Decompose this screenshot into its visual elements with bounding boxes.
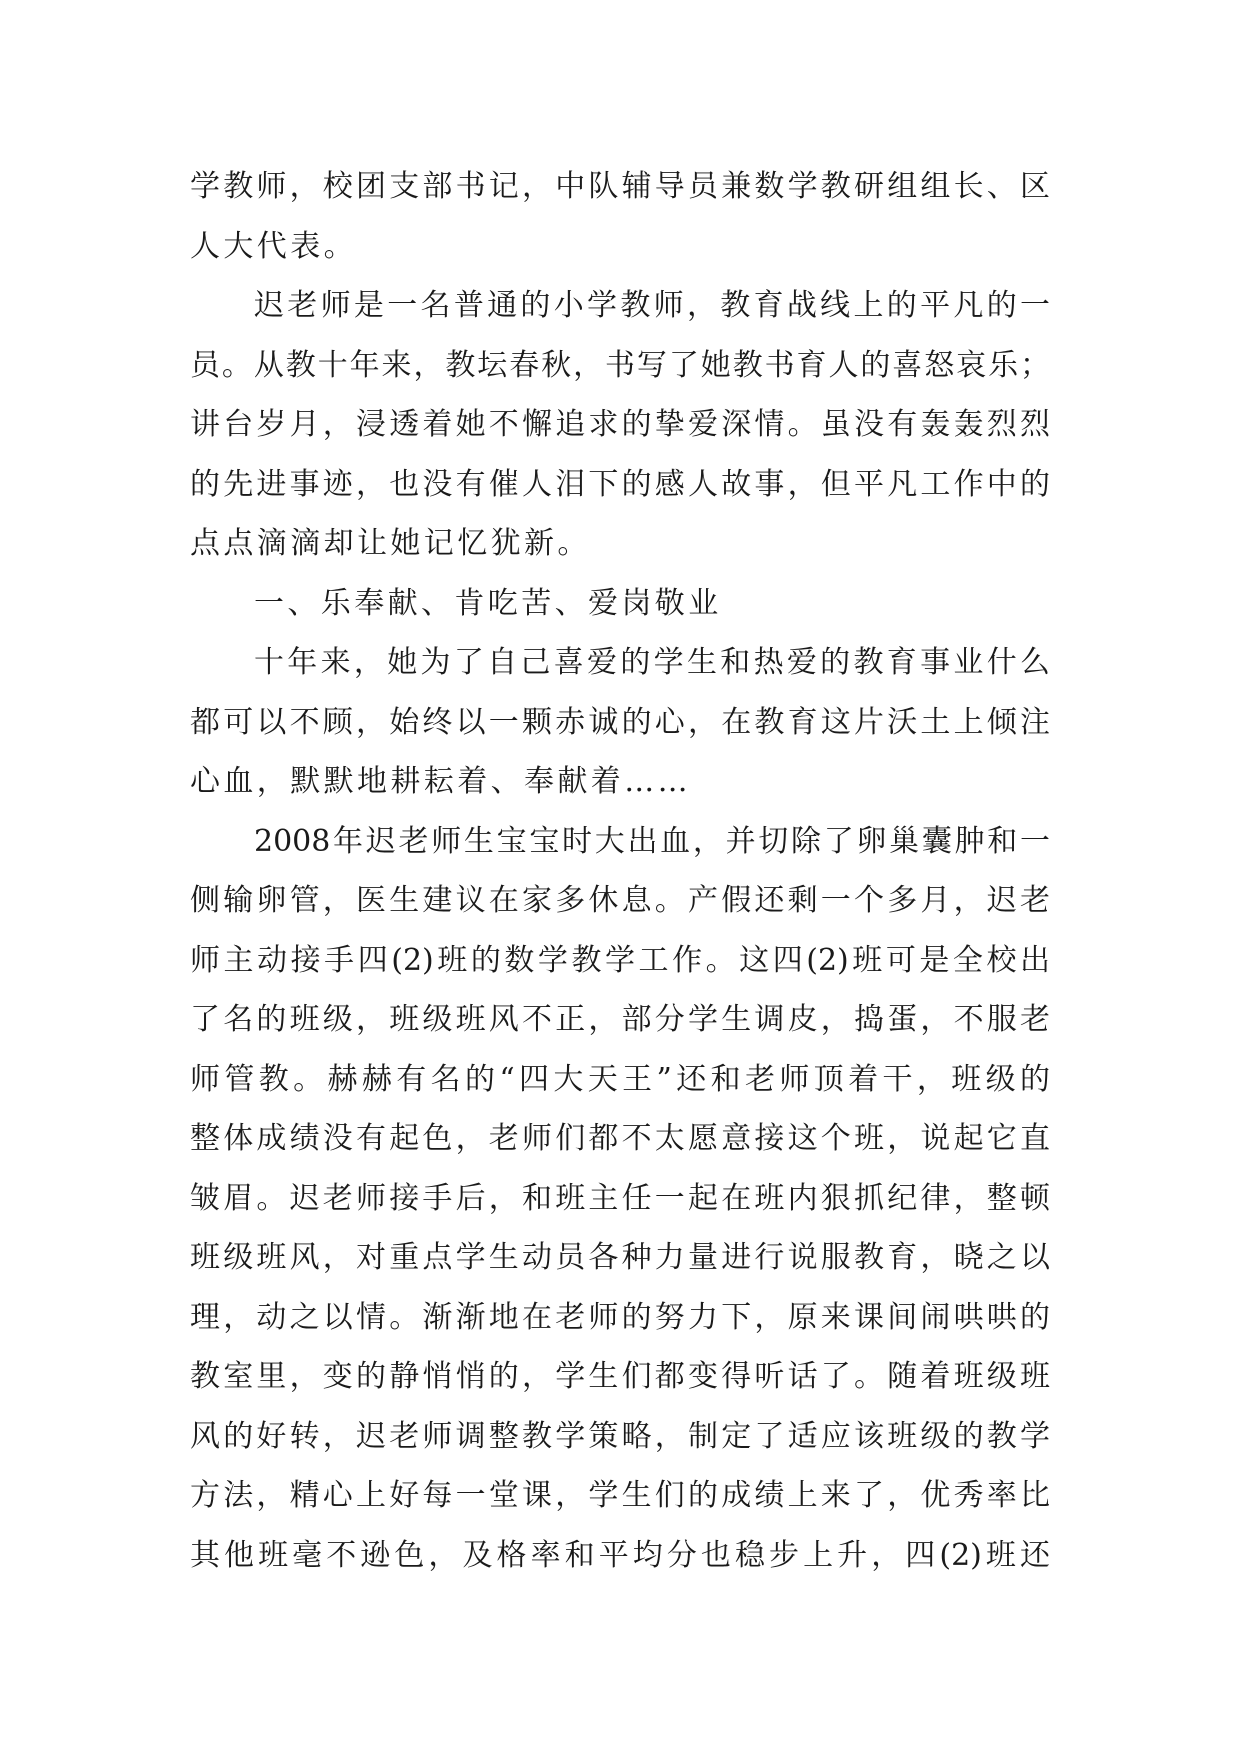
text-line: 师主动接手四(2)班的数学教学工作。这四(2)班可是全校出 bbox=[190, 942, 1050, 978]
body-text bbox=[190, 157, 1050, 1585]
text-line: 迟老师是一名普通的小学教师，教育战线上的平凡的一 bbox=[254, 288, 1050, 323]
text-line: 风的好转，迟老师调整教学策略，制定了适应该班级的教学 bbox=[190, 1418, 1050, 1454]
text-line: 教室里，变的静悄悄的，学生们都变得听话了。随着班级班 bbox=[190, 1359, 1050, 1394]
text-line: 员。从教十年来，教坛春秋，书写了她教书育人的喜怒哀乐； bbox=[190, 347, 1050, 383]
text-line: 2008年迟老师生宝宝时大出血，并切除了卵巢囊肿和一 bbox=[254, 823, 1050, 859]
text-line: 理，动之以情。渐渐地在老师的努力下，原来课间闹哄哄的 bbox=[190, 1299, 1050, 1335]
text-line: 皱眉。迟老师接手后，和班主任一起在班内狠抓纪律，整顿 bbox=[190, 1180, 1050, 1216]
text-line: 其他班毫不逊色，及格率和平均分也稳步上升，四(2)班还 bbox=[190, 1537, 1050, 1573]
text-line: 讲台岁月，浸透着她不懈追求的挚爱深情。虽没有轰轰烈烈 bbox=[190, 407, 1050, 442]
text-line: 方法，精心上好每一堂课，学生们的成绩上来了，优秀率比 bbox=[190, 1478, 1050, 1513]
text-line: 都可以不顾，始终以一颗赤诚的心，在教育这片沃土上倾注 bbox=[190, 704, 1050, 740]
text-line: 的先进事迹，也没有催人泪下的感人故事，但平凡工作中的 bbox=[190, 466, 1050, 502]
text-line: 一、乐奉献、肯吃苦、爱岗敬业 bbox=[254, 585, 722, 621]
text-line: 班级班风，对重点学生动员各种力量进行说服教育，晓之以 bbox=[190, 1240, 1050, 1275]
text-line: 十年来，她为了自己喜爱的学生和热爱的教育事业什么 bbox=[254, 645, 1050, 680]
text-line: 侧输卵管，医生建议在家多休息。产假还剩一个多月，迟老 bbox=[190, 883, 1050, 918]
text-line: 整体成绩没有起色，老师们都不太愿意接这个班，说起它直 bbox=[190, 1121, 1050, 1156]
text-line: 师管教。赫赫有名的“四大天王”还和老师顶着干，班级的 bbox=[190, 1061, 1050, 1097]
text-line: 点点滴滴却让她记忆犹新。 bbox=[190, 526, 591, 561]
text-line: 了名的班级，班级班风不正，部分学生调皮，捣蛋，不服老 bbox=[190, 1002, 1050, 1037]
text-line: 心血，默默地耕耘着、奉献着…… bbox=[190, 764, 691, 799]
text-line: 学教师，校团支部书记，中队辅导员兼数学教研组组长、区 bbox=[190, 169, 1050, 204]
text-line: 人大代表。 bbox=[190, 228, 357, 264]
